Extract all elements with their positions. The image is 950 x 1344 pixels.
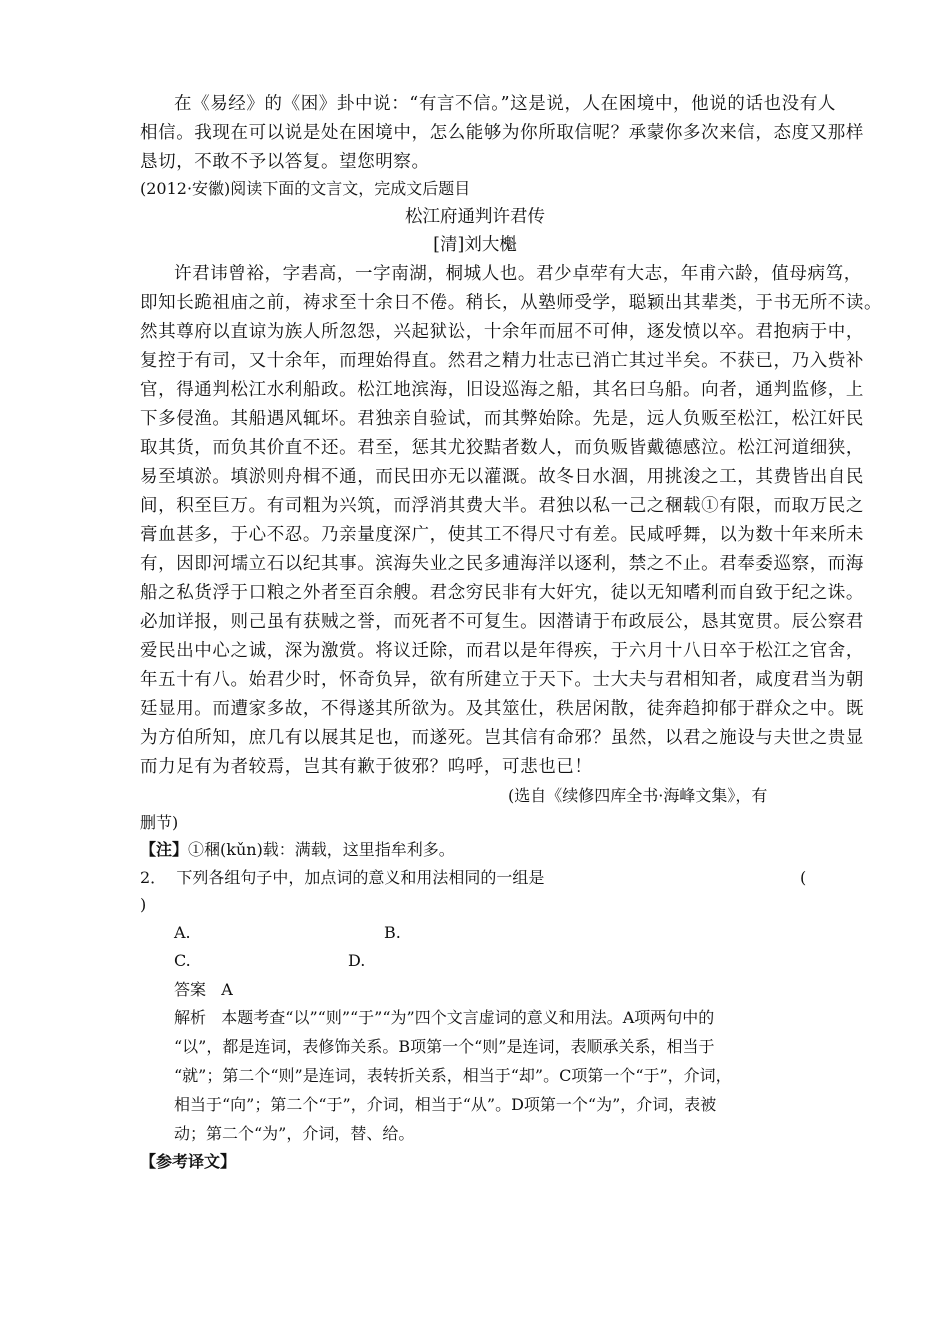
passage-line: 年五十有八。始君少时，怀奇负异，欲有所建立于天下。士大夫与君相知者，咸度君当为朝: [140, 670, 864, 690]
intro-line-3: 恳切，不敢不予以答复。望您明察。: [140, 152, 430, 172]
analysis-line: “就”；第二个“则”是连词，表转折关系，相当于“却”。C项第一个“于”，介词，: [174, 1066, 732, 1085]
passage-line: 膏血甚多，于心不忍。乃亲量度深广，使其工不得尺寸有差。民咸呼舞，以为数十年来所未: [140, 525, 864, 545]
answer-paren-open: (: [800, 868, 807, 887]
analysis-line: 动；第二个“为”，介词，替、给。: [174, 1124, 415, 1143]
passage-source-note: (选自《续修四库全书·海峰文集》，有: [508, 786, 768, 805]
passage-line: 而力足有为者较焉，岂其有歉于彼邪？呜呼，可悲也已！: [140, 757, 593, 777]
footnote-text: ①稛(kǔn)载：满载，这里指牟利多。: [188, 840, 455, 859]
passage-line: 取其货，而负其价直不还。君至，惩其尤狡黠者数人，而负贩皆戴德感泣。松江河道细狭，: [140, 438, 864, 458]
passage-author: [清]刘大櫆: [433, 235, 517, 255]
answer-line: [174, 978, 233, 1002]
passage-line: 廷显用。而遭家多故，不得遂其所欲为。及其筮仕，秩居闲散，徒奔趋抑郁于群众之中。既: [140, 699, 864, 719]
analysis-line: 相当于“向”；第二个“于”，介词，相当于“从”。D项第一个“为”，介词，表被: [174, 1095, 717, 1114]
passage-line: 爱民出中心之诚，深为激赏。将议迁除，而君以是年得疾，于六月十八日卒于松江之官舍，: [140, 641, 864, 661]
answer-label: 答案: [174, 980, 207, 999]
option-d: D.: [348, 951, 366, 970]
question-number: 2．: [140, 868, 167, 887]
question-text: 下列各组句子中，加点词的意义和用法相同的一组是: [176, 868, 545, 887]
passage-line: 然其尊府以直谅为族人所忽怨，兴起狱讼，十余年而屈不可伸，逐发愤以卒。君抱病于中，: [140, 322, 864, 342]
footnote-label: 【注】: [140, 840, 189, 859]
passage-line: 为方伯所知，庶几有以展其足也，而遂死。岂其信有命邪？虽然，以君之施设与夫世之贵显: [140, 728, 864, 748]
analysis-line: “以”，都是连词，表修饰关系。B项第一个“则”是连词，表顺承关系，相当于: [174, 1037, 715, 1056]
passage-line: 官，得通判松江水利船政。松江地滨海，旧设巡海之船，其名曰乌船。向者，通判监修，上: [140, 380, 864, 400]
intro-line-1: 在《易经》的《困》卦中说：“有言不信。”这是说，人在困境中，他说的话也没有人: [174, 94, 836, 114]
answer-paren-close: ): [140, 895, 147, 914]
reference-translation-heading: 【参考译文】: [140, 1152, 237, 1171]
option-c: C.: [174, 951, 191, 970]
passage-line: 复控于有司，又十余年，而理始得直。然君之精力壮志已消亡其过半矣。不获已，乃入赀补: [140, 351, 864, 371]
passage-line: 间，积至巨万。有司粗为兴筑，而浮消其费大半。君独以私一己之稛载①有限，而取万民之: [140, 496, 864, 516]
source-line: (2012·安徽)阅读下面的文言文，完成文后题目: [140, 179, 471, 198]
intro-line-2: 相信。我现在可以说是处在困境中，怎么能够为你所取信呢？承蒙你多次来信，态度又那样: [140, 123, 864, 143]
passage-title: 松江府通判许君传: [405, 207, 545, 227]
option-a: A.: [174, 923, 191, 942]
answer-value: A: [221, 980, 233, 999]
passage-line: 有，因即河壖立石以纪其事。滨海失业之民多逋海洋以逐利，禁之不止。君奉委巡察，而海: [140, 554, 864, 574]
passage-line: 下多侵渔。其船遇风辄坏。君独亲自验试，而其弊始除。先是，远人负贩至松江，松江奸民: [140, 409, 864, 429]
passage-line: 船之私货浮于口粮之外者至百余艘。君念穷民非有大奸宄，徒以无知嗜利而自致于纪之诛。: [140, 583, 864, 603]
analysis-text: 本题考查“以”“则”“于”“为”四个文言虚词的意义和用法。A项两句中的: [221, 1008, 715, 1027]
question-stem: [140, 866, 544, 890]
option-b: B.: [384, 923, 401, 942]
passage-line: 易至填淤。填淤则舟楫不通，而民田亦无以灌溉。故冬日水涸，用挑浚之工，其费皆出自民: [140, 467, 864, 487]
footnote: [140, 838, 455, 862]
passage-line: 许君讳曾裕，字砉高，一字南湖，桐城人也。君少卓荦有大志，年甫六龄，值母病笃，: [174, 264, 862, 284]
passage-line: 即知长跪祖庙之前，祷求至十余日不倦。稍长，从塾师受学，聪颖出其辈类，于书无所不读。: [140, 293, 883, 313]
passage-source-note-cont: 删节): [140, 813, 179, 832]
analysis-label: 解析: [174, 1008, 207, 1027]
analysis-line-1: [174, 1006, 714, 1030]
passage-line: 必加详报，则己虽有获贼之誉，而死者不可复生。因潜请于布政辰公，恳其宽贯。辰公察君: [140, 612, 864, 632]
